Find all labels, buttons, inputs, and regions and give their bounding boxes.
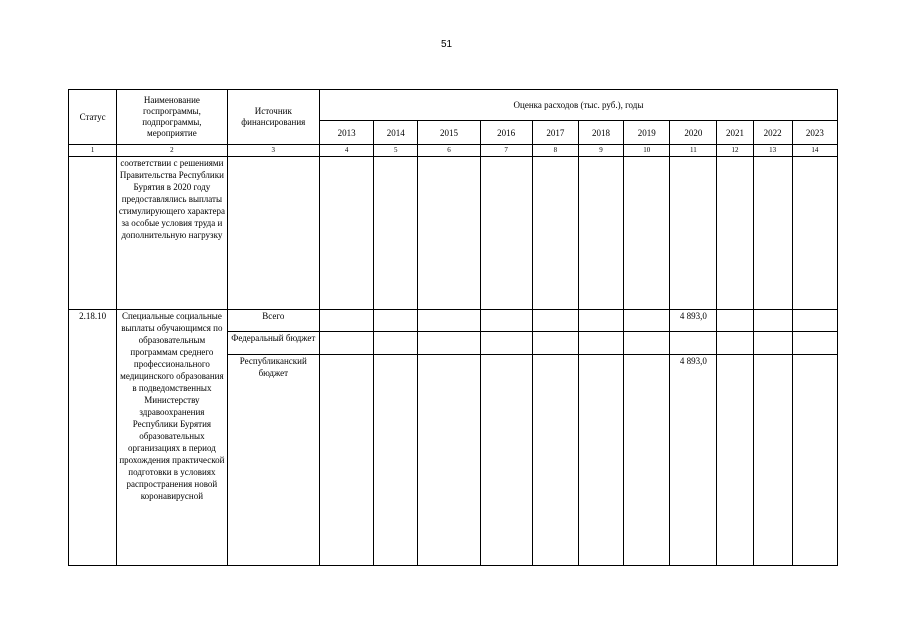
- year-cell: 2016: [480, 121, 532, 145]
- value-cell: [532, 355, 578, 566]
- continuation-source: [227, 157, 319, 310]
- year-cell: 2023: [792, 121, 837, 145]
- value-cell: [670, 332, 717, 355]
- continuation-row: [69, 157, 838, 310]
- value-cell: [578, 332, 623, 355]
- header-status: Статус: [69, 90, 117, 145]
- value-cell: [753, 355, 792, 566]
- funding-source-cell: Всего: [227, 310, 319, 332]
- column-index-cell: 14: [792, 145, 837, 157]
- year-cell: 2021: [717, 121, 753, 145]
- column-index-cell: 2: [117, 145, 227, 157]
- value-cell: [319, 355, 373, 566]
- value-cell: 4 893,0: [670, 310, 717, 332]
- column-index-cell: 13: [753, 145, 792, 157]
- continuation-status: [69, 157, 117, 310]
- column-index-cell: 5: [374, 145, 418, 157]
- value-cell: [753, 332, 792, 355]
- value-cell: [753, 310, 792, 332]
- value-cell: [319, 332, 373, 355]
- value-cell: [480, 310, 532, 332]
- year-cell: 2019: [624, 121, 670, 145]
- value-cell: [374, 355, 418, 566]
- value-cell: [624, 310, 670, 332]
- value-cell: [624, 332, 670, 355]
- column-index-row: [69, 145, 838, 157]
- value-cell: [792, 332, 837, 355]
- value-cell: [532, 310, 578, 332]
- year-cell: 2015: [418, 121, 480, 145]
- measure-row-0: [69, 310, 838, 332]
- value-cell: 4 893,0: [670, 355, 717, 566]
- column-index-cell: 12: [717, 145, 753, 157]
- value-cell: [532, 332, 578, 355]
- header-row: [69, 90, 838, 121]
- value-cell: [418, 310, 480, 332]
- year-cell: 2020: [670, 121, 717, 145]
- column-index-cell: 11: [670, 145, 717, 157]
- value-cell: [578, 355, 623, 566]
- year-cell: 2014: [374, 121, 418, 145]
- value-cell: [717, 355, 753, 566]
- continuation-name: соответствии с решениями Правительства Республики Бурятия в 2020 году предоставлялись выплаты стимулирующего характера за особые условия труда и дополнительную нагрузку: [117, 157, 227, 310]
- value-cell: [374, 332, 418, 355]
- header-name: Наименование госпрограммы, подпрограммы, мероприятие: [117, 90, 227, 145]
- header-estimate: Оценка расходов (тыс. руб.), годы: [319, 90, 837, 121]
- column-index-cell: 4: [319, 145, 373, 157]
- value-cell: [480, 355, 532, 566]
- year-cell: 2013: [319, 121, 373, 145]
- value-cell: [418, 332, 480, 355]
- column-index-cell: 7: [480, 145, 532, 157]
- measure-name: Специальные социальные выплаты обучающимся по образовательным программам среднего профессионального медицинского образования в подведомственных Министерству здравоохранения Республики Бурятия образовательных организациях в период прохождения практической подготовки в условиях распространения новой коронавирусной: [117, 310, 227, 566]
- value-cell: [792, 355, 837, 566]
- value-cell: [418, 355, 480, 566]
- value-cell: [717, 310, 753, 332]
- value-cell: [374, 310, 418, 332]
- header-source: Источник финансирования: [227, 90, 319, 145]
- funding-source-cell: Федеральный бюджет: [227, 332, 319, 355]
- column-index-cell: 3: [227, 145, 319, 157]
- column-index-cell: 9: [578, 145, 623, 157]
- column-index-cell: 6: [418, 145, 480, 157]
- value-cell: [792, 310, 837, 332]
- year-cell: 2022: [753, 121, 792, 145]
- value-cell: [717, 332, 753, 355]
- column-index-cell: 8: [532, 145, 578, 157]
- value-cell: [624, 355, 670, 566]
- page-number: 51: [440, 39, 453, 50]
- year-cell: 2017: [532, 121, 578, 145]
- measure-status: 2.18.10: [69, 310, 117, 566]
- value-cell: [319, 310, 373, 332]
- value-cell: [578, 310, 623, 332]
- funding-source-cell: Республиканский бюджет: [227, 355, 319, 566]
- column-index-cell: 1: [69, 145, 117, 157]
- column-index-cell: 10: [624, 145, 670, 157]
- year-cell: 2018: [578, 121, 623, 145]
- budget-table: [68, 89, 838, 566]
- value-cell: [480, 332, 532, 355]
